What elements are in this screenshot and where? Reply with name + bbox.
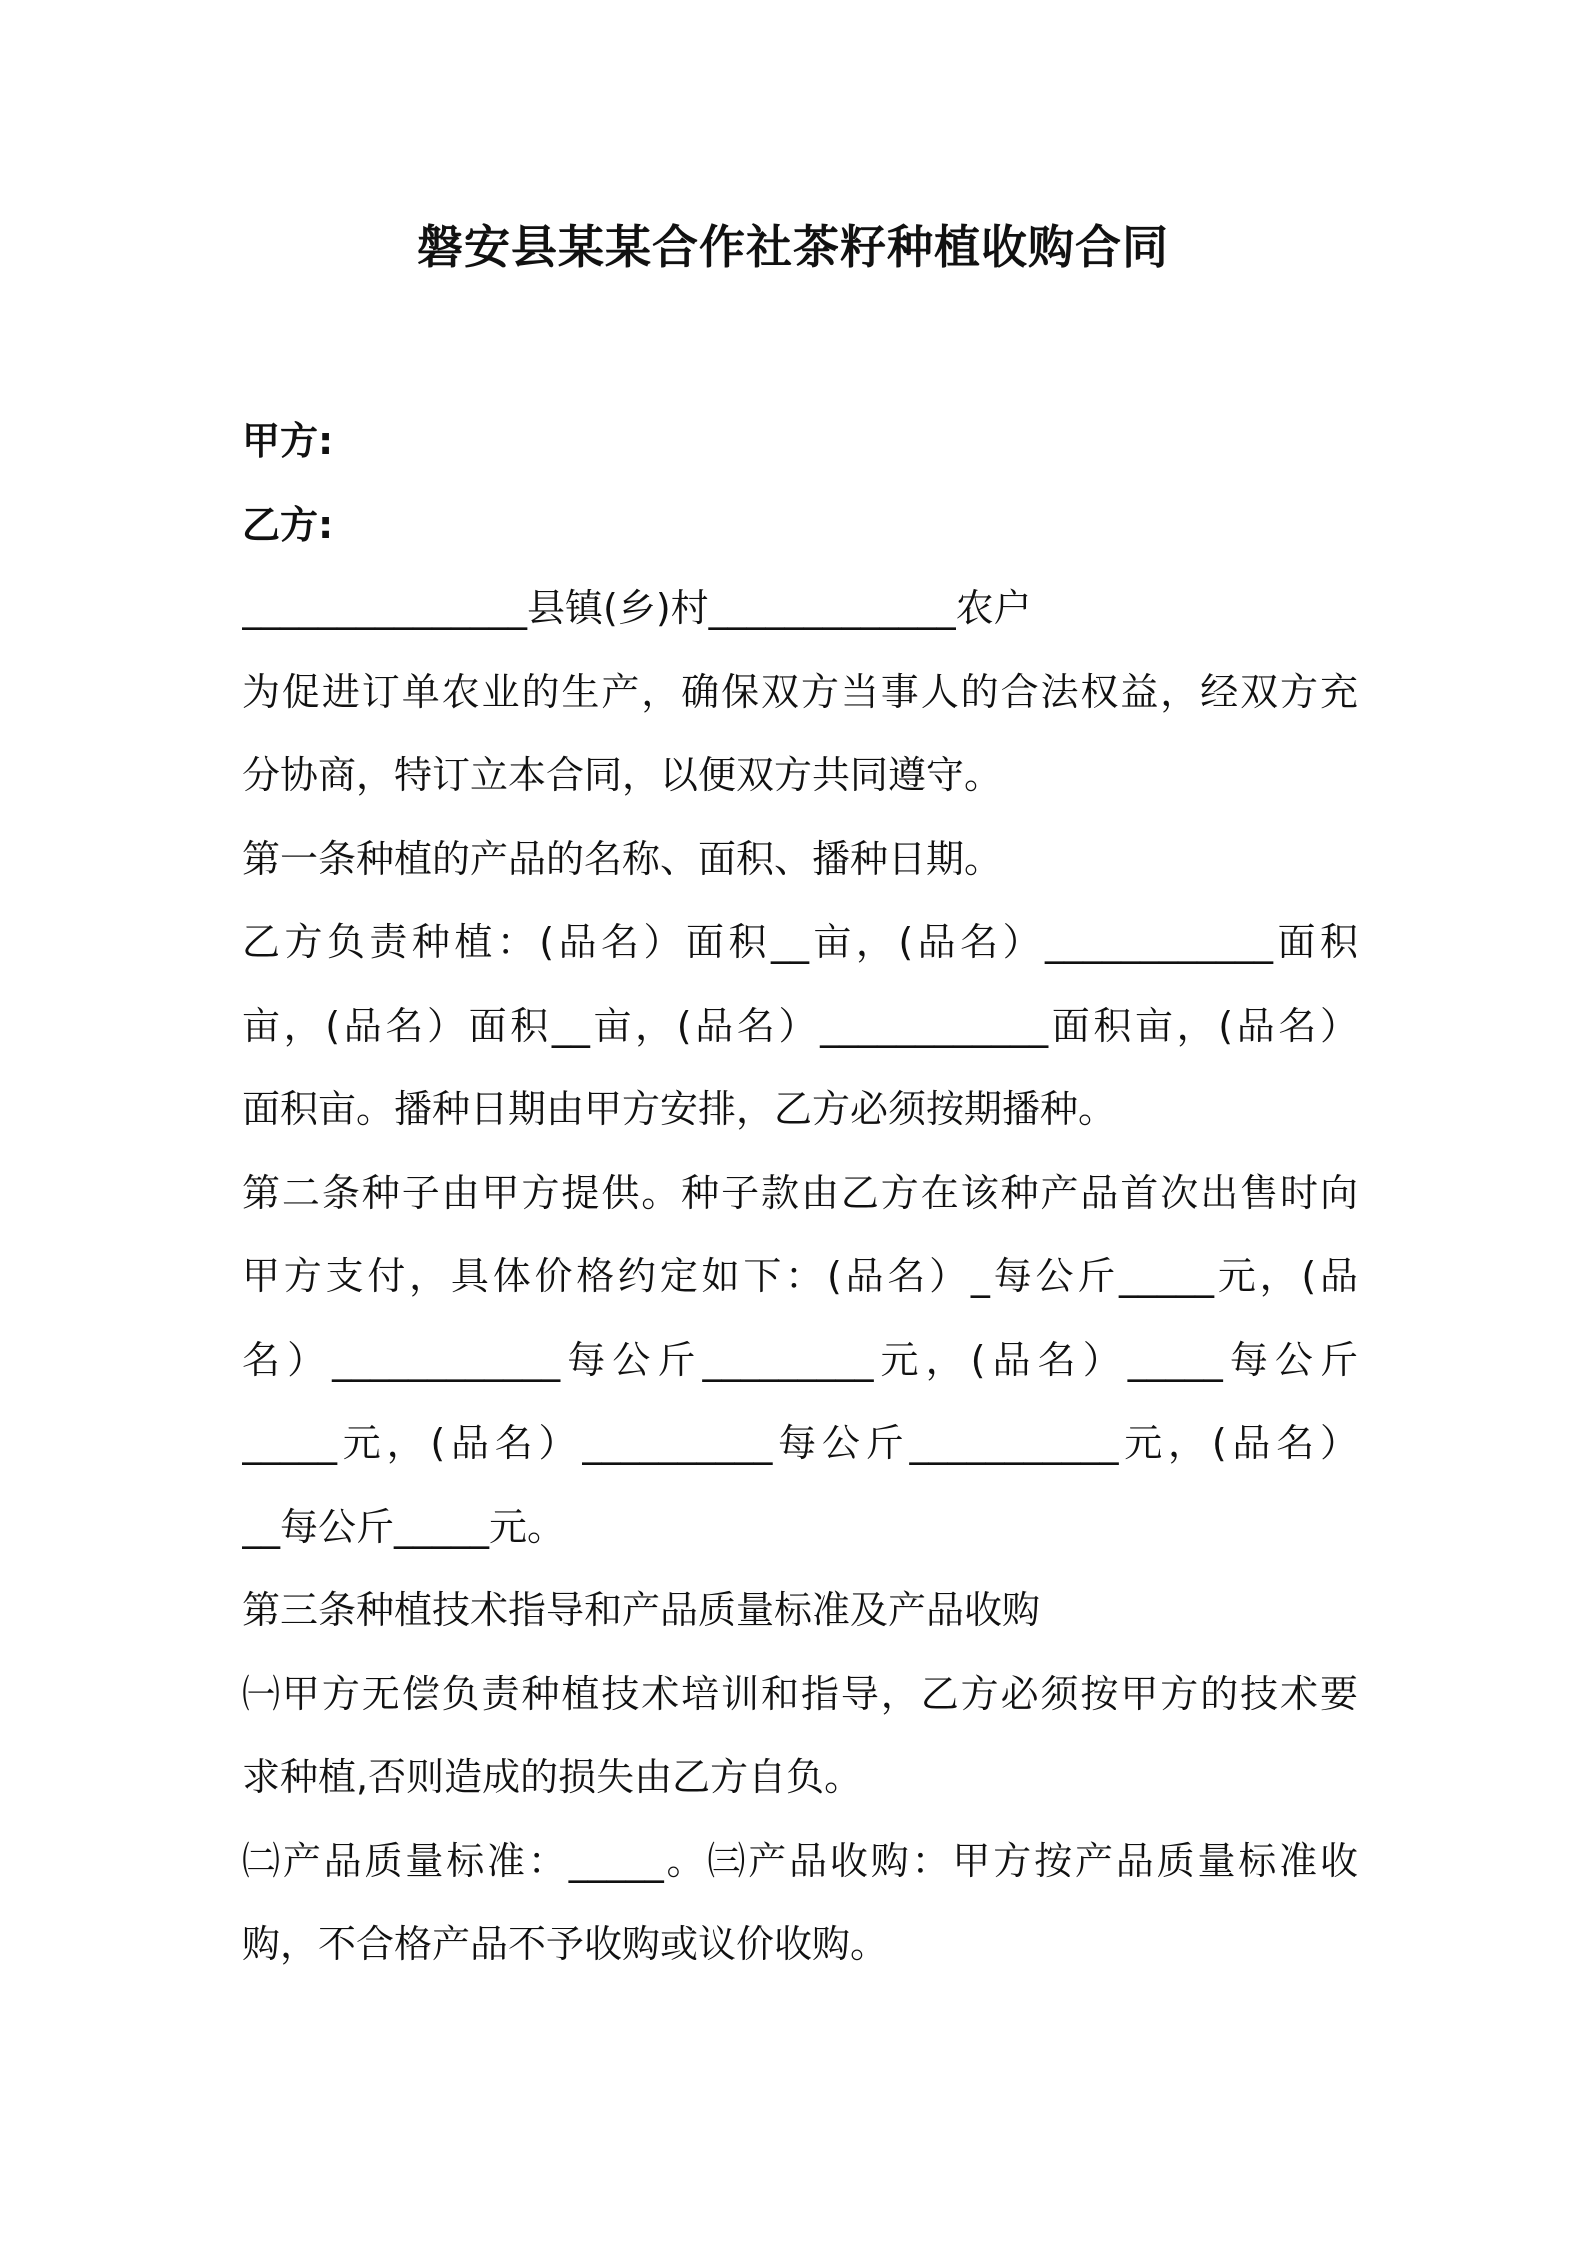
document-title: 磐安县某某合作社茶籽种植收购合同 [417,220,1169,274]
article-3-item-3-line-2: 购，不合格产品不予收购或议价收购。 [242,1922,889,1966]
party-b-label: 乙方: [242,502,334,547]
party-a-label: 甲方: [242,419,334,463]
article-2-line-1: 第二条种子由甲方提供。种子款由乙方在该种产品首次出售时向 [242,1170,1358,1215]
article-1-heading: 第一条种植的产品的名称、面积、播种日期。 [242,836,1003,881]
party-b-address-line: _______________县镇(乡)村_____________农户 [242,586,1032,630]
article-3-item-2-line-1: ㈡产品质量标准：_____。㈢产品收购：甲方按产品质量标准收 [242,1838,1358,1883]
preamble-line-2: 分协商，特订立本合同，以便双方共同遵守。 [242,753,1003,797]
article-1-line-2: 亩，(品名）面积__亩，(品名）____________面积亩，(品名） [242,1003,1358,1048]
article-3-item-1-line-2: 求种植,否则造成的损失由乙方自负。 [242,1755,863,1799]
article-1-line-3: 面积亩。播种日期由甲方安排，乙方必须按期播种。 [242,1087,1117,1131]
article-3-item-1-line-1: ㈠甲方无偿负责种植技术培训和指导，乙方必须按甲方的技术要 [242,1671,1358,1716]
article-2-line-5: __每公斤_____元。 [242,1504,566,1549]
article-2-line-4: _____元，(品名）__________每公斤___________元，(品名） [242,1421,1358,1465]
preamble-line-1: 为促进订单农业的生产，确保双方当事人的合法权益，经双方充 [242,669,1358,714]
document-body [242,400,1358,1987]
article-1-line-1: 乙方负责种植：(品名）面积__亩，(品名）____________面积 [242,920,1358,964]
article-3-heading: 第三条种植技术指导和产品质量标准及产品收购 [242,1588,1041,1632]
article-2-line-3: 名）____________每公斤_________元，(品名）_____每公斤 [242,1337,1358,1382]
article-2-line-2: 甲方支付，具体价格约定如下：(品名）_每公斤_____元，(品 [242,1254,1358,1298]
